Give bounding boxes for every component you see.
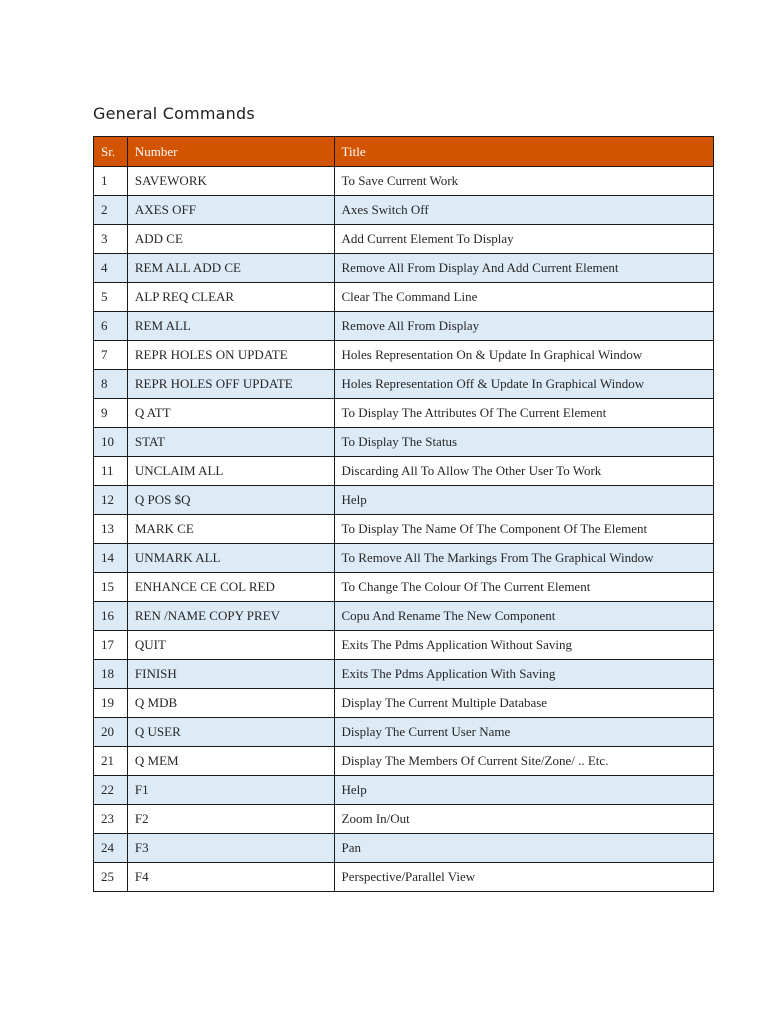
cell-title: Zoom In/Out [334,805,713,834]
cell-number: REPR HOLES ON UPDATE [127,341,334,370]
table-row [94,602,714,631]
cell-title: Help [334,486,713,515]
cell-number: ENHANCE CE COL RED [127,573,334,602]
page-title: General Commands [93,104,255,123]
cell-number: MARK CE [127,515,334,544]
cell-sr: 20 [94,718,128,747]
cell-sr: 22 [94,776,128,805]
column-header-number: Number [127,137,334,167]
cell-title: Holes Representation Off & Update In Graphical Window [334,370,713,399]
cell-sr: 7 [94,341,128,370]
cell-number: Q POS $Q [127,486,334,515]
table-row [94,225,714,254]
table-row [94,718,714,747]
cell-sr: 3 [94,225,128,254]
cell-number: Q ATT [127,399,334,428]
cell-sr: 8 [94,370,128,399]
cell-number: REM ALL [127,312,334,341]
cell-sr: 11 [94,457,128,486]
cell-number: SAVEWORK [127,167,334,196]
table-row [94,167,714,196]
cell-number: ADD CE [127,225,334,254]
cell-number: REM ALL ADD CE [127,254,334,283]
cell-sr: 16 [94,602,128,631]
table-row [94,515,714,544]
commands-table [93,136,714,892]
table-row [94,428,714,457]
cell-title: Display The Current Multiple Database [334,689,713,718]
cell-sr: 19 [94,689,128,718]
table-row [94,399,714,428]
cell-number: QUIT [127,631,334,660]
cell-sr: 13 [94,515,128,544]
cell-title: Pan [334,834,713,863]
table-row [94,457,714,486]
cell-title: Exits The Pdms Application Without Saving [334,631,713,660]
cell-sr: 23 [94,805,128,834]
table-row [94,747,714,776]
cell-number: Q USER [127,718,334,747]
cell-title: Clear The Command Line [334,283,713,312]
cell-title: Discarding All To Allow The Other User To Work [334,457,713,486]
table-row [94,341,714,370]
cell-number: F2 [127,805,334,834]
cell-title: To Change The Colour Of The Current Element [334,573,713,602]
table-row [94,283,714,312]
table-row [94,776,714,805]
table-row [94,631,714,660]
cell-title: Display The Current User Name [334,718,713,747]
cell-title: To Display The Name Of The Component Of The Element [334,515,713,544]
cell-title: Help [334,776,713,805]
cell-title: Add Current Element To Display [334,225,713,254]
table-row [94,196,714,225]
cell-number: F1 [127,776,334,805]
cell-number: REN /NAME COPY PREV [127,602,334,631]
table-row [94,254,714,283]
cell-sr: 5 [94,283,128,312]
table-row [94,312,714,341]
cell-sr: 10 [94,428,128,457]
table-row [94,573,714,602]
table-row [94,863,714,892]
cell-title: To Display The Attributes Of The Current Element [334,399,713,428]
cell-sr: 9 [94,399,128,428]
cell-title: To Display The Status [334,428,713,457]
cell-sr: 4 [94,254,128,283]
cell-sr: 17 [94,631,128,660]
table-row [94,660,714,689]
cell-title: Exits The Pdms Application With Saving [334,660,713,689]
cell-title: Remove All From Display [334,312,713,341]
cell-number: UNMARK ALL [127,544,334,573]
cell-number: F4 [127,863,334,892]
cell-sr: 6 [94,312,128,341]
cell-sr: 21 [94,747,128,776]
cell-sr: 14 [94,544,128,573]
cell-title: Display The Members Of Current Site/Zone/ .. Etc. [334,747,713,776]
cell-sr: 15 [94,573,128,602]
table-row [94,544,714,573]
cell-sr: 2 [94,196,128,225]
cell-sr: 12 [94,486,128,515]
cell-sr: 18 [94,660,128,689]
table-row [94,370,714,399]
cell-number: ALP REQ CLEAR [127,283,334,312]
cell-number: STAT [127,428,334,457]
cell-title: To Remove All The Markings From The Graphical Window [334,544,713,573]
table-header-row [94,137,714,167]
cell-number: UNCLAIM ALL [127,457,334,486]
cell-number: AXES OFF [127,196,334,225]
table-row [94,486,714,515]
cell-number: Q MDB [127,689,334,718]
cell-title: Remove All From Display And Add Current Element [334,254,713,283]
cell-title: Holes Representation On & Update In Graphical Window [334,341,713,370]
table-row [94,805,714,834]
table-row [94,834,714,863]
column-header-sr: Sr. [94,137,128,167]
cell-sr: 24 [94,834,128,863]
cell-title: Copu And Rename The New Component [334,602,713,631]
cell-number: REPR HOLES OFF UPDATE [127,370,334,399]
cell-title: To Save Current Work [334,167,713,196]
cell-sr: 25 [94,863,128,892]
table-row [94,689,714,718]
cell-number: F3 [127,834,334,863]
cell-number: FINISH [127,660,334,689]
cell-title: Axes Switch Off [334,196,713,225]
column-header-title: Title [334,137,713,167]
cell-title: Perspective/Parallel View [334,863,713,892]
cell-sr: 1 [94,167,128,196]
cell-number: Q MEM [127,747,334,776]
